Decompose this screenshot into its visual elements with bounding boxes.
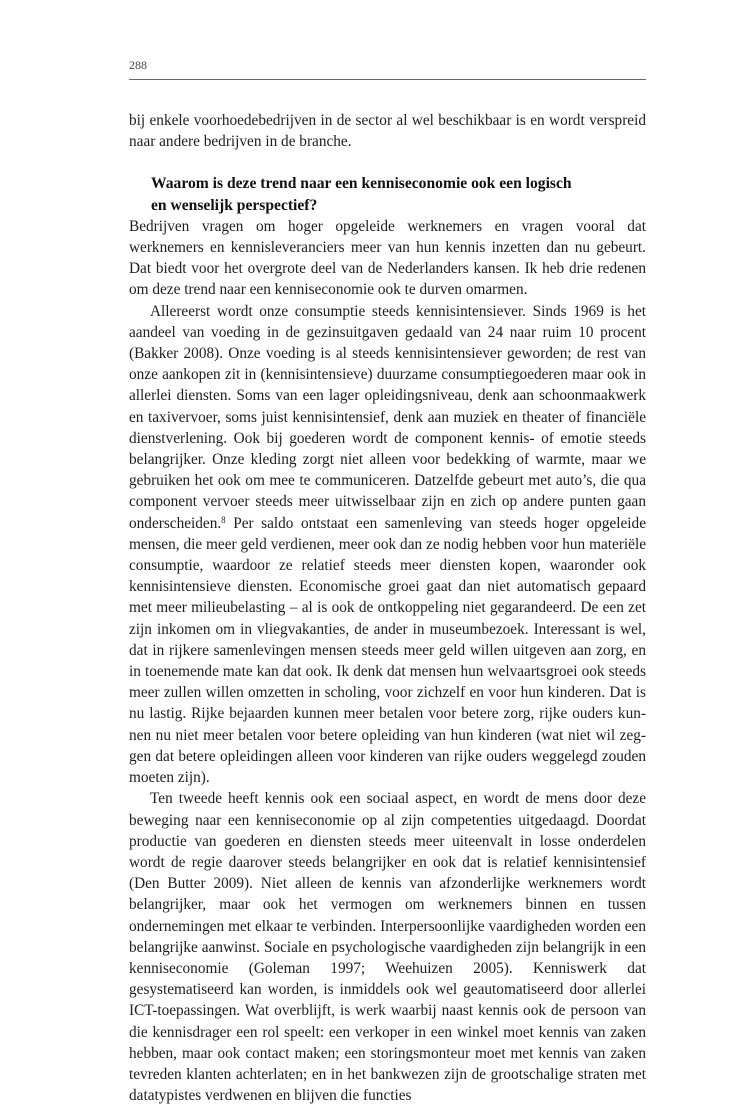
- header-rule: [129, 79, 646, 80]
- page-number: 288: [129, 58, 147, 72]
- paragraph-first-reason: [129, 301, 646, 789]
- continuation-paragraph: bij enkele voorhoedebedrijven in de sector al wel beschikbaar is en wordt verspreid naar andere bedrijven in de branche.: [129, 112, 646, 151]
- paragraph-text: Allereerst wordt onze consumptie steeds kennisintensiever. Sinds 1969 is het aandeel van voeding in de gezinsuitgaven gedaald van 24 naar ruim 10 procent (Bakker 2008). Onze voeding is al steeds kennisintensiever geworden; de rest van onze aankopen zit in (kennisintensieve) duurzame consumptiegoederen maar ook in allerlei diensten. Soms van een lager opleidingsniveau, denk aan schoonmaakwerk en taxivervoer, soms juist kennisintensief, denk aan muziek en theater of financiële dienstverlening. Ook bij goederen wordt de component kennis- of emotie steeds belangrijker. Onze kleding zorgt niet alleen voor bedekking of warmte, maar we gebruiken het ook om mee te communiceren. Datzelfde gebeurt met auto’s, die qua component vervoer steeds meer uitwisselbaar zijn en zich op andere punten gaan onderscheiden.: [129, 302, 646, 532]
- page-body: [129, 110, 646, 1106]
- paragraph-text: Per saldo ontstaat een samenleving van steeds hoger opgeleide mensen, die meer geld verdienen, meer ook dan ze nodig hebben voor hun materiële consumptie, waardoor ze relatief steeds meer diensten kopen, waaronder ook kennisintensieve diensten. Economische groei gaat dan niet automatisch gepaard met meer milieubelasting – al is ook de ontkoppeling niet gegarandeerd. De een zet zijn inkomen om in vliegvakanties, de ander in museumbezoek. Interessant is wel, dat in rijkere samenlevingen mensen steeds meer geld willen uitgeven aan zorg, en in toenemende mate kan dat ook. Ik denk dat mensen hun welvaartsgroei ook steeds meer zullen willen omzetten in scholing, voor zichzelf en voor hun kinderen. Dat is nu lastig. Rijke bejaarden kunnen meer betalen voor betere zorg, rijke ouders kunnen nu niet meer betalen voor betere opleiding van hun kinderen (wat niet wil zeggen dat betere opleidingen alleen voor kinderen van rijke ouders weggelegd zouden moeten zijn).: [129, 514, 646, 787]
- paragraph-intro: Bedrijven vragen om hoger opgeleide werknemers en vragen vooral dat werknemers en kennisleveranciers meer van hun kennis inzetten dan nu gebeurt. Dat biedt voor het overgrote deel van de Nederlanders kansen. Ik heb drie redenen om deze trend naar een kenniseconomie ook te durven omarmen.: [129, 217, 646, 299]
- paragraph-second-reason: Ten tweede heeft kennis ook een sociaal aspect, en wordt de mens door deze beweging naar een kenniseconomie op al zijn competenties uitgedaagd. Doordat productie van goederen en diensten steeds meer uiteenvalt in losse onderdelen wordt de regie daarover steeds belangrijker en ook dat is relatief kennisintensief (Den Butter 2009). Niet alleen de kennis van afzonderlijke werknemers wordt belangrijker, maar ook het vermogen om werknemers binnen en tussen ondernemingen met elkaar te verbinden. Interpersoonlijke vaardigheden worden een belangrijke aanwinst. Sociale en psychologische vaardigheden zijn belangrijk in een kenniseconomie (Goleman 1997; Weehuizen 2005). Kenniswerk dat gesystematiseerd kan worden, is inmiddels ook wel geautomatiseerd door allerlei ICT-toepassingen. Wat overblijft, is werk waarbij naast kennis ook de persoon van die kennisdrager een rol speelt: een verkoper in een winkel moet kennis van zaken hebben, maar ook contact maken; een storingsmonteur moet met kennis van zaken tevreden klanten achterlaten; en in het bankwezen zijn de grootschalige straten met datatypistes verdwenen en blijven die functies: [129, 790, 646, 1105]
- footnote-reference[interactable]: 8: [221, 514, 226, 525]
- section-heading: Waarom is deze trend naar een kenniseconomie ook een logisch en wenselijk perspectief?: [151, 175, 572, 214]
